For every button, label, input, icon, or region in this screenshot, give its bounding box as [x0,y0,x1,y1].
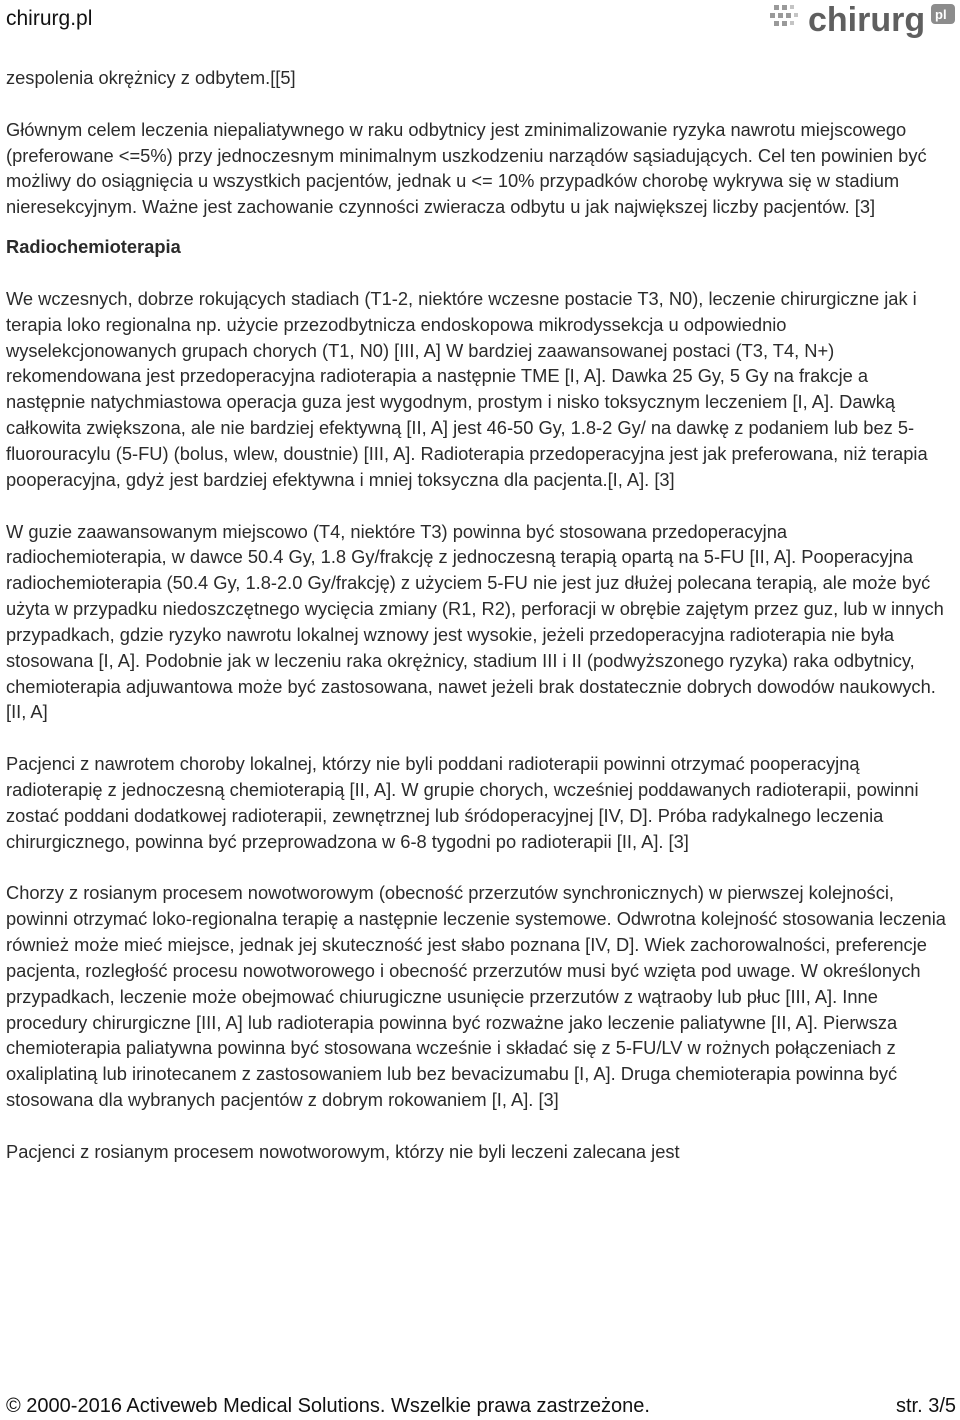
logo-text: chirurg [808,1,926,39]
paragraph-metastatic: Chorzy z rosianym procesem nowotworowym (obecność przerzutów synchronicznych) w pierwszej kolejności, powinni otrzymać loko-regionalna terapię a następnie leczenie systemowe. Odwrotna kolejność stosowania leczenia również może mieć miejsce, jednak jej skuteczność jest słabo poznana [IV, D]. Wiek zachorowalności, preferencje pacjenta, rozległość procesu nowotworowego i obecność przerzutów musi być wzięta pod uwage. W określonych przypadkach, leczenie może obejmować chiurugiczne usunięcie przerzutów z wątraoby lub płuc [III, A]. Inne procedury chirurgiczne [III, A] lub radioterapia powinna być rozważne jako leczenie paliatywne [II, A]. Pierwsza chemioterapia paliatywna powinna być stosowana wcześnie i składać się z 5-FU/LV w rożnych połączeniach z oxaliplatiną lub irinotecanem z zastosowaniem lub bez bevacizumabu [I, A]. Druga chemioterapia powinna być stosowana dla wybranych pacjentów z dobrym rokowaniem [I, A]. [3] [6,882,946,1111]
site-name[interactable]: chirurg.pl [6,7,93,30]
footer-copyright: © 2000-2016 Activeweb Medical Solutions. Wszelkie prawa zastrzeżone. [6,1395,650,1417]
page-number: str. 3/5 [895,1395,956,1417]
section-title: Radiochemioterapia [6,236,181,258]
chirurg-logo[interactable] [768,0,958,42]
paragraph-recurrence: Pacjenci z nawrotem choroby lokalnej, którzy nie byli poddani radioterapii powinni otrzymać pooperacyjną radioterapię z jednoczesną chemioterapią [II, A]. W grupie chorych, wcześniej poddawanych radioterapii, powinni zostać poddani dodatkowej radioterapii, zewnętrznej lub śródoperacyjnej [IV, D]. Próba radykalnego leczenia chirurgicznego, powinna być przeprowadzona w 6-8 tygodni po radioterapii [II, A]. [3] [6,753,919,852]
dots-logo-icon [768,0,958,42]
paragraph-early-stages: We wczesnych, dobrze rokujących stadiach (T1-2, niektóre wczesne postacie T3, N0), leczenie chirurgiczne jak i terapia loko regionalna np. użycie przezodbytnicza endoskopowa mikrodyssekcja u odpowiednio wyselekcjonowanych grupach chorych (T1, N0) [III, A] W bardziej zaawansowanej postaci (T3, T4, N+) rekomendowana jest przedoperacyjna radioterapia a następnie TME [I, A]. Dawka 25 Gy, 5 Gy na frakcje a następnie natychmiastowa operacja guza jest wygodnym, prostym i nisko toksycznym leczeniem [I, A]. Dawką całkowita zwiększona, ale nie bardziej efektywną [II, A] jest 46-50 Gy, 1.8-2 Gy/ na dawkę z podaniem lub bez 5-fluorouracylu (5-FU) (bolus, wlew, doustnie) [III, A]. Radioterapia przedoperacyjna jest jak preferowana, niż terapia pooperacyjna, gdyż jest bardziej efektywna i mniej toksyczna dla pacjenta.[I, A]. [3] [6,287,928,490]
article-body [6,65,952,1165]
paragraph-main-goal: Głównym celem leczenia niepaliatywnego w raku odbytnicy jest zminimalizowanie ryzyka nawrotu miejscowego (preferowane <=5%) przy jednoczesnym minimalnym uszkodzeniu narządów sąsiadujących. Cel ten powinien być możliwy do osiągnięcia u wszystkich pacjentów, jednak u <= 10% przypadków chorobę wykrywa się w stadium nieresekcyjnym. Ważne jest zachowanie czynności zwieracza odbytu u jak największej liczby pacjentów. [3] [6,118,927,218]
paragraph-continuation: zespolenia okrężnicy z odbytem.[[5] [6,67,296,88]
paragraph-advanced-tumor: W guzie zaawansowanym miejscowo (T4, niektóre T3) powinna być stosowana przedoperacyjna radiochemioterapia, w dawce 50.4 Gy, 1.8 Gy/frakcję z jednoczesną terapią opartą na 5-FU [II, A]. Pooperacyjna radiochemioterapia (50.4 Gy, 1.8-2.0 Gy/frakcję) z użyciem 5-FU nie jest juz dłużej polecana terapią, ale może być użyta w przypadku niedoszczętnego wycięcia zmiany (R1, R2), perforacji w obrębie zajętym przez guz, lub w innych przypadkach, gdzie ryzyko nawrotu lokalnej wznowy jest wysokie, jeżeli przedoperacyjna radioterapia nie była stosowana [I, A]. Podobnie jak w leczeniu raka okrężnicy, stadium III i II (podwyższonego ryzyka) raka odbytnicy, chemioterapia adjuwantowa może być zastosowana, nawet jeżeli brak dostatecznie dobrych dowodów naukowych. [II, A] [6,520,944,723]
logo-suffix: pl [935,7,947,22]
paragraph-untreated: Pacjenci z rosianym procesem nowotworowym, którzy nie byli leczeni zalecana jest [6,1140,680,1162]
